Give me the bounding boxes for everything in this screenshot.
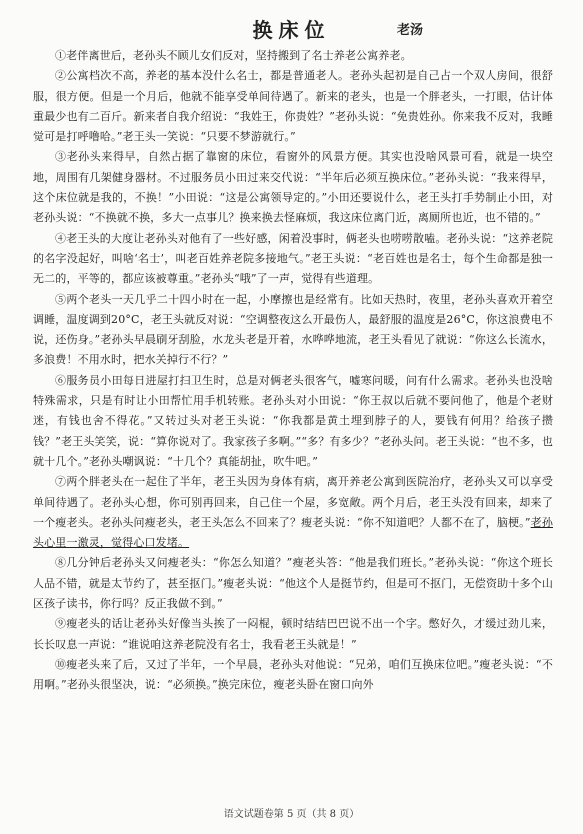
paragraph-6: ⑥服务员小田每日进屋打扫卫生时，总是对俩老头很客气，嘘寒问暖，问有什么需求。老孙头也没啥特殊需求，只是有时让小田帮忙用手机转账。老孙头对小田说：“你王叔以后就不要问他了，他是个老财迷，有钱也舍不得花。”又转过头对老王头说：“你我都是黄土埋到脖子的人，要钱有何用？给孩子攒钱？”老王头笑笑，说：“算你说对了。我家孩子多啊。”“多？有多少？”老孙头问。老王头说：“也不多，也就十几个。”老孙头嘲讽说：“十几个？真能胡扯，吹牛吧。” — [33, 373, 553, 468]
paragraph-10: ⑩瘦老头来了后，又过了半年，一个早晨，老孙头对他说：“兄弟，咱们互换床位吧。”瘦老头说：“不用啊。”老孙头很坚决，说：“必须换。”换完床位，瘦老头卧在窗口向外 — [33, 657, 553, 692]
article-author: 老汤 — [397, 23, 424, 38]
paragraph-5: ⑤两个老头一天几乎二十四小时在一起，小摩擦也是经常有。比如天热时，夜里，老孙头喜欢开着空调睡，温度调到20°C，老王头就反对说：“空调整夜这么开最伤人，最舒服的温度是26°C，你这浪费电不说，还伤身。”老孙头早晨刷牙刮脸，水龙头老是开着，水哗哗地流，老王头看见了就说：“你这么长流水，多浪费！不用水时，把水关掉行不行？” — [33, 292, 553, 367]
article-header — [0, 16, 583, 44]
paragraph-9: ⑨瘦老头的话让老孙头好像当头挨了一闷棍，顿时结结巴巴说不出一个字。憋好久，才缓过劲儿来，长长叹息一声说：“谁说咱这养老院没有名士，我看老王头就是！” — [33, 617, 553, 651]
underlined-sentence: 老孙头心里一激灵，觉得心口发堵。 — [33, 515, 553, 550]
paragraph-1: ①老伴离世后，老孙头不顾儿女们反对，坚持搬到了名士养老公寓养老。 — [55, 49, 412, 62]
paragraph-8: ⑧几分钟后老孙头又问瘦老头：“你怎么知道？”瘦老头答：“他是我们班长。”老孙头说：“你这个班长人品不错，就是太节约了，甚至抠门。”瘦老头说：“他这个人是挺节约，但是可不抠门，无偿资助十多个山区孩子读书，你行吗？反正我做不到。” — [33, 556, 553, 611]
paragraph-7-text: ⑦两个胖老头在一起住了半年，老王头因为身体有病，离开养老公寓到医院治疗，老孙头又可以享受单间待遇了。老孙头心想，你可别再回来，自己住一个屋，多宽敞。两个月后，老王头没有回来，却来了一个瘦老头。老孙头问瘦老头，老王头怎么不回来了？瘦老头说：“你不知道吧？人都不在了，脑梗。” — [33, 475, 553, 529]
paragraph-7 — [33, 472, 553, 553]
paragraph-3: ③老孙头来得早，自然占据了靠窗的床位，看窗外的风景方便。其实也没啥风景可看，就是一块空地，周围有几架健身器材。不过服务员小田过来交代说：“半年后必须互换床位。”老孙头说：“我来得早，这个床位就是我的，不换！”小田说：“这是公寓领导定的。”小田还要说什么，老王头打手势制止小田，对老孙头说：“不换就不换，多大一点事儿？换来换去怪麻烦，我这床位离门近，离厕所也近，也不错的。” — [33, 150, 553, 225]
article-body — [33, 46, 553, 696]
paragraph-2: ②公寓档次不高，养老的基本没什么名士，都是普通老人。老孙头起初是自己占一个双人房间，很舒服，很方便。但是一个月后，他就不能享受单间待遇了。新来的老头，也是一个胖老头，一打眼，估计体重最少也有二百斤。新来者自我介绍说：“我姓王，你贵姓？”老孙头说：“免贵姓孙。你来我不反对，我睡觉可是打呼噜哈。”老王头一笑说：“只要不梦游就行。” — [33, 69, 553, 144]
page-footer: 语文试题卷第 5 页（共 8 页） — [223, 809, 360, 820]
paragraph-4: ④老王头的大度让老孙头对他有了一些好感，闲着没事时，俩老头也唠唠散嗑。老孙头说：“这养老院的名字没起好，叫啥‘名士’，叫老百姓养老院多接地气。”老王头说：“老百姓也是名士，每个生命都是独一无二的，平等的，都应该被尊重。”老孙头“哦”了一声，觉得有些道理。 — [33, 231, 553, 286]
article-title: 换床位 — [252, 18, 331, 42]
